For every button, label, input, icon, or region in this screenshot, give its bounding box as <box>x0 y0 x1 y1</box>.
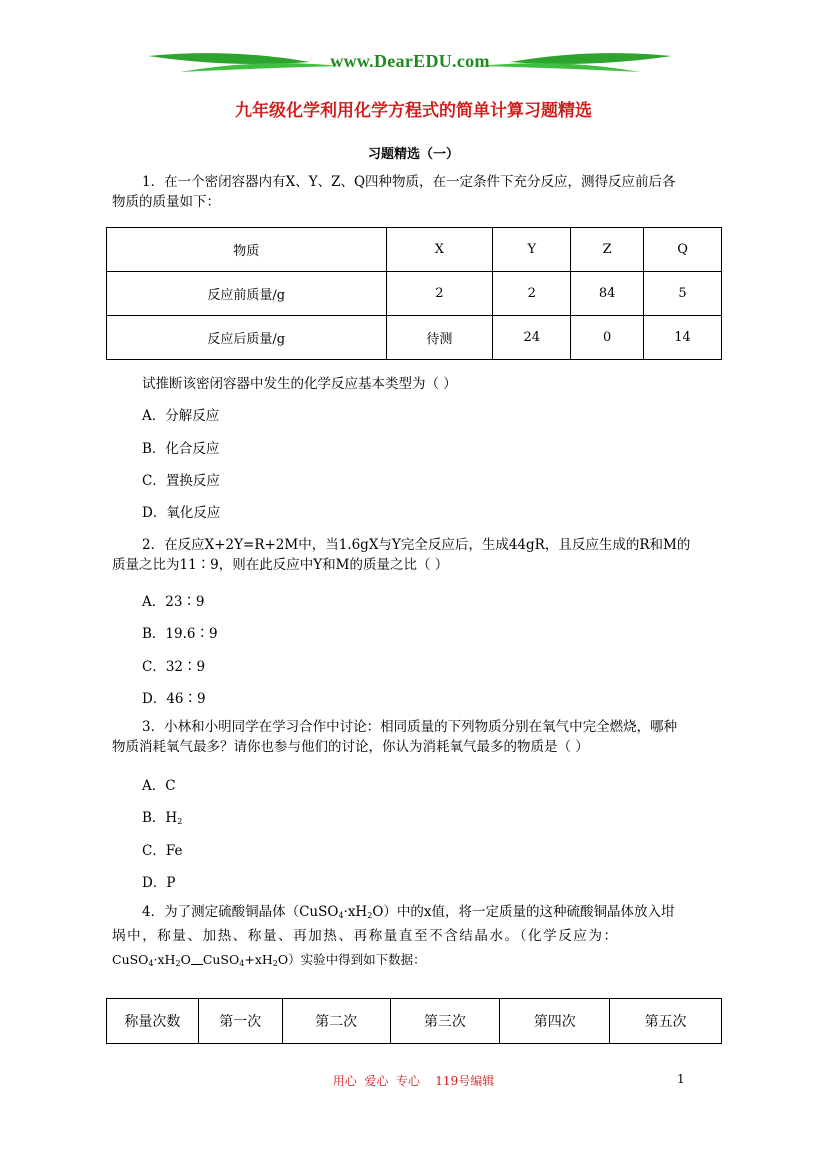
question-4 <box>112 902 718 974</box>
table-cell: 反应前质量/g <box>107 272 387 316</box>
option-b-text: B．H <box>142 810 178 826</box>
table-cell: 反应后质量/g <box>107 316 387 360</box>
text-run: O <box>180 952 191 967</box>
subscript: 2 <box>177 817 183 826</box>
footer-text: 用心 爱心 专心 119号编辑 <box>332 1074 495 1088</box>
subscript: 2 <box>175 959 181 968</box>
text-run: CuSO <box>112 952 149 967</box>
table-row <box>107 228 722 272</box>
table-cell: Y <box>493 228 571 272</box>
table-row <box>107 316 722 360</box>
question-1-ask: 试推断该密闭容器中发生的化学反应基本类型为（ ） <box>142 376 457 392</box>
subscript: 4 <box>239 959 245 968</box>
option-b: B．化合反应 <box>142 441 220 457</box>
site-name: www.DearEDU.com <box>330 51 490 71</box>
section-title: 习题精选（一） <box>367 147 459 162</box>
subscript: 4 <box>338 911 344 920</box>
question-1-line-1: 1．在一个密闭容器内有X、Y、Z、Q四种物质，在一定条件下充分反应，测得反应前后各 <box>142 174 676 190</box>
table-cell: 5 <box>644 272 722 316</box>
table-cell: 待测 <box>386 316 493 360</box>
question-2-line-2: 质量之比为11∶9，则在此反应中Y和M的质量之比（ ） <box>112 557 449 573</box>
weighing-table <box>106 998 722 1044</box>
option-a: A．C <box>142 778 176 794</box>
option-c: C．32∶9 <box>142 659 206 675</box>
subscript: 2 <box>367 911 373 920</box>
subscript: 4 <box>148 959 154 968</box>
document-title: 九年级化学利用化学方程式的简单计算习题精选 <box>235 101 592 121</box>
page-number: 1 <box>677 1072 685 1086</box>
table-cell: Z <box>571 228 644 272</box>
question-1 <box>112 172 718 212</box>
option-c: C．Fe <box>142 843 183 859</box>
table-cell: 0 <box>571 316 644 360</box>
question-3-line-1: 3．小林和小明同学在学习合作中讨论：相同质量的下列物质分别在氧气中完全燃烧，哪种 <box>142 719 678 735</box>
text-run: O）中的x值，将一定质量的这种硫酸铜晶体放入坩 <box>372 904 675 920</box>
question-2-line-1: 2．在反应X+2Y=R+2M中，当1.6gX与Y完全反应后，生成44gR，且反应生成的R和M的 <box>142 537 691 553</box>
table-cell: X <box>386 228 493 272</box>
header-logo <box>140 48 680 82</box>
question-4-line-3 <box>112 950 718 974</box>
question-4-line-1 <box>112 902 718 926</box>
option-d: D．46∶9 <box>142 691 206 707</box>
subscript: 2 <box>272 959 278 968</box>
text-run: CuSO <box>202 952 240 967</box>
table-cell: 称量次数 <box>107 999 199 1044</box>
reaction-equals-mark <box>191 954 203 965</box>
table-cell: 第二次 <box>282 999 390 1044</box>
option-a: A．分解反应 <box>142 408 220 424</box>
question-1-line-2: 物质的质量如下： <box>112 194 220 210</box>
option-d: D．P <box>142 875 176 891</box>
table-row <box>107 272 722 316</box>
table-cell: Q <box>644 228 722 272</box>
table-cell: 14 <box>644 316 722 360</box>
text-run: 4．为了测定硫酸铜晶体（CuSO <box>142 904 339 920</box>
table-cell: 24 <box>493 316 571 360</box>
table-cell: 84 <box>571 272 644 316</box>
option-b <box>142 806 182 826</box>
question-3 <box>112 717 718 757</box>
table-cell: 第三次 <box>390 999 500 1044</box>
text-run: ·xH <box>343 904 368 920</box>
table-cell: 第五次 <box>610 999 722 1044</box>
question-3-line-2: 物质消耗氧气最多？请你也参与他们的讨论，你认为消耗氧气最多的物质是（ ） <box>112 739 589 755</box>
text-run: +xH <box>244 952 273 967</box>
table-cell: 第四次 <box>500 999 610 1044</box>
option-d: D．氧化反应 <box>142 505 221 521</box>
text-run: O）实验中得到如下数据： <box>277 952 426 967</box>
table-row <box>107 999 722 1044</box>
option-b: B．19.6∶9 <box>142 626 218 642</box>
option-a: A．23∶9 <box>142 594 205 610</box>
table-cell: 第一次 <box>198 999 282 1044</box>
question-4-line-2: 埚中，称量、加热、称量、再加热、再称量直至不含结晶水。（化学反应为： <box>112 928 619 944</box>
text-run: ·xH <box>153 952 176 967</box>
table-cell: 物质 <box>107 228 387 272</box>
question-2 <box>112 535 718 575</box>
option-c: C．置换反应 <box>142 473 220 489</box>
table-cell: 2 <box>493 272 571 316</box>
mass-table <box>106 227 722 360</box>
table-cell: 2 <box>386 272 493 316</box>
